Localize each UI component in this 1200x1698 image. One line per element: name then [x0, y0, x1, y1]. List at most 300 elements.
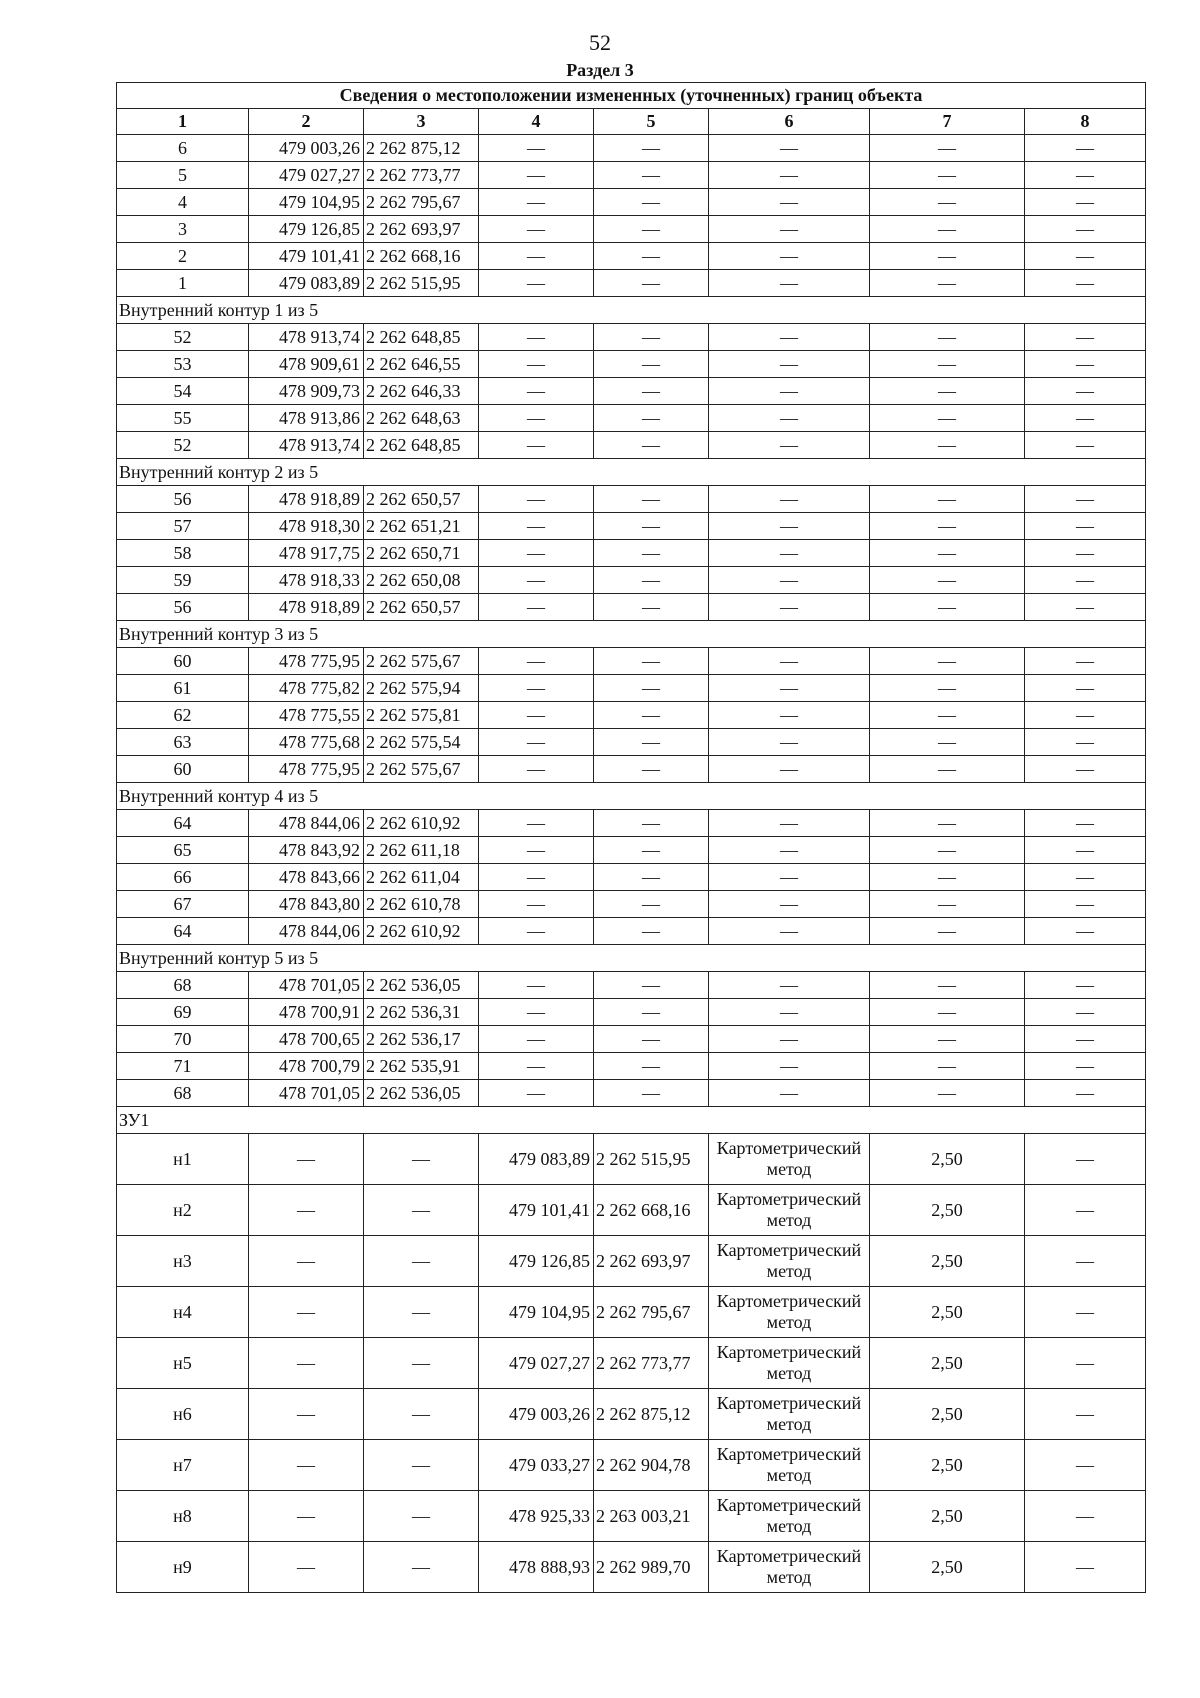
table-row — [117, 324, 1146, 351]
accuracy-cell: 2,50 — [870, 1185, 1025, 1236]
empty-dash-cell: — — [364, 1542, 479, 1593]
accuracy-cell: 2,50 — [870, 1134, 1025, 1185]
empty-dash-cell: — — [709, 594, 870, 621]
empty-dash-cell: — — [1025, 243, 1146, 270]
accuracy-cell: 2,50 — [870, 1338, 1025, 1389]
column-number: 2 — [249, 109, 364, 135]
empty-dash-cell: — — [1025, 891, 1146, 918]
table-row — [117, 675, 1146, 702]
empty-dash-cell: — — [594, 567, 709, 594]
empty-dash-cell: — — [364, 1185, 479, 1236]
coord-x-existing: 478 843,66 — [249, 864, 364, 891]
empty-dash-cell: — — [1025, 1026, 1146, 1053]
coord-y-existing: 2 262 575,81 — [364, 702, 479, 729]
empty-dash-cell: — — [709, 972, 870, 999]
empty-dash-cell: — — [709, 513, 870, 540]
parcel-label: ЗУ1 — [117, 1107, 1146, 1134]
table-row — [117, 189, 1146, 216]
empty-dash-cell: — — [479, 1053, 594, 1080]
coord-y-existing: 2 262 611,18 — [364, 837, 479, 864]
empty-dash-cell: — — [1025, 270, 1146, 297]
empty-dash-cell: — — [249, 1338, 364, 1389]
empty-dash-cell: — — [364, 1491, 479, 1542]
empty-dash-cell: — — [1025, 135, 1146, 162]
empty-dash-cell: — — [594, 135, 709, 162]
empty-dash-cell: — — [870, 189, 1025, 216]
coord-y-existing: 2 262 650,71 — [364, 540, 479, 567]
point-number: 6 — [117, 135, 249, 162]
coord-x-existing: 478 775,82 — [249, 675, 364, 702]
accuracy-cell: 2,50 — [870, 1287, 1025, 1338]
point-number: 57 — [117, 513, 249, 540]
empty-dash-cell: — — [594, 675, 709, 702]
table-row — [117, 1287, 1146, 1338]
empty-dash-cell: — — [479, 891, 594, 918]
empty-dash-cell: — — [1025, 729, 1146, 756]
coord-y-existing: 2 262 575,94 — [364, 675, 479, 702]
empty-dash-cell: — — [1025, 1389, 1146, 1440]
empty-dash-cell: — — [709, 1080, 870, 1107]
table-row — [117, 972, 1146, 999]
coord-y-existing: 2 262 650,57 — [364, 486, 479, 513]
table-row — [117, 1389, 1146, 1440]
empty-dash-cell: — — [594, 405, 709, 432]
empty-dash-cell: — — [709, 999, 870, 1026]
table-row — [117, 999, 1146, 1026]
empty-dash-cell: — — [594, 1026, 709, 1053]
empty-dash-cell: — — [479, 216, 594, 243]
table-row — [117, 1053, 1146, 1080]
empty-dash-cell: — — [1025, 378, 1146, 405]
coord-x-existing: 478 918,33 — [249, 567, 364, 594]
coord-x-existing: 478 701,05 — [249, 972, 364, 999]
table-row — [117, 837, 1146, 864]
empty-dash-cell: — — [364, 1338, 479, 1389]
empty-dash-cell: — — [479, 405, 594, 432]
point-number: 68 — [117, 972, 249, 999]
coord-x-existing: 478 775,55 — [249, 702, 364, 729]
column-number: 5 — [594, 109, 709, 135]
point-number: 64 — [117, 918, 249, 945]
method-cell: Картометрический метод — [709, 1287, 870, 1338]
empty-dash-cell: — — [364, 1236, 479, 1287]
empty-dash-cell: — — [479, 972, 594, 999]
coord-x-existing: 478 918,89 — [249, 486, 364, 513]
coord-x-existing: 478 700,65 — [249, 1026, 364, 1053]
coord-x-existing: 478 917,75 — [249, 540, 364, 567]
point-number: н6 — [117, 1389, 249, 1440]
point-number: 67 — [117, 891, 249, 918]
empty-dash-cell: — — [479, 162, 594, 189]
empty-dash-cell: — — [709, 891, 870, 918]
empty-dash-cell: — — [1025, 513, 1146, 540]
point-number: 59 — [117, 567, 249, 594]
empty-dash-cell: — — [1025, 1185, 1146, 1236]
table-row — [117, 1026, 1146, 1053]
empty-dash-cell: — — [479, 675, 594, 702]
contour-label: Внутренний контур 5 из 5 — [117, 945, 1146, 972]
coord-y-existing: 2 262 668,16 — [364, 243, 479, 270]
empty-dash-cell: — — [1025, 1542, 1146, 1593]
parcel-label-row — [117, 1107, 1146, 1134]
empty-dash-cell: — — [1025, 324, 1146, 351]
coord-x-existing: 479 104,95 — [249, 189, 364, 216]
coord-y-existing: 2 262 610,78 — [364, 891, 479, 918]
empty-dash-cell: — — [594, 324, 709, 351]
empty-dash-cell: — — [594, 918, 709, 945]
empty-dash-cell: — — [249, 1134, 364, 1185]
empty-dash-cell: — — [709, 270, 870, 297]
table-row — [117, 648, 1146, 675]
point-number: 52 — [117, 324, 249, 351]
empty-dash-cell: — — [709, 324, 870, 351]
empty-dash-cell: — — [249, 1440, 364, 1491]
coord-y-new: 2 262 515,95 — [594, 1134, 709, 1185]
empty-dash-cell: — — [594, 648, 709, 675]
empty-dash-cell: — — [709, 1026, 870, 1053]
empty-dash-cell: — — [594, 243, 709, 270]
accuracy-cell: 2,50 — [870, 1389, 1025, 1440]
contour-label-row — [117, 783, 1146, 810]
empty-dash-cell: — — [479, 864, 594, 891]
column-number: 6 — [709, 109, 870, 135]
empty-dash-cell: — — [1025, 1236, 1146, 1287]
empty-dash-cell: — — [594, 270, 709, 297]
table-caption: Сведения о местоположении измененных (уточненных) границ объекта — [117, 83, 1146, 109]
point-number: н1 — [117, 1134, 249, 1185]
empty-dash-cell: — — [1025, 189, 1146, 216]
method-cell: Картометрический метод — [709, 1134, 870, 1185]
coord-x-existing: 479 126,85 — [249, 216, 364, 243]
table-row — [117, 594, 1146, 621]
table-row — [117, 1134, 1146, 1185]
empty-dash-cell: — — [870, 243, 1025, 270]
contour-label: Внутренний контур 2 из 5 — [117, 459, 1146, 486]
table-row — [117, 378, 1146, 405]
empty-dash-cell: — — [594, 162, 709, 189]
coord-y-existing: 2 262 650,57 — [364, 594, 479, 621]
empty-dash-cell: — — [479, 594, 594, 621]
column-number: 3 — [364, 109, 479, 135]
empty-dash-cell: — — [870, 135, 1025, 162]
empty-dash-cell: — — [870, 513, 1025, 540]
empty-dash-cell: — — [249, 1491, 364, 1542]
coord-y-existing: 2 262 536,31 — [364, 999, 479, 1026]
point-number: 71 — [117, 1053, 249, 1080]
empty-dash-cell: — — [870, 324, 1025, 351]
coord-y-existing: 2 262 575,54 — [364, 729, 479, 756]
empty-dash-cell: — — [870, 540, 1025, 567]
empty-dash-cell: — — [479, 1026, 594, 1053]
point-number: 69 — [117, 999, 249, 1026]
empty-dash-cell: — — [594, 891, 709, 918]
empty-dash-cell: — — [870, 351, 1025, 378]
point-number: 1 — [117, 270, 249, 297]
point-number: н8 — [117, 1491, 249, 1542]
point-number: 70 — [117, 1026, 249, 1053]
method-cell: Картометрический метод — [709, 1542, 870, 1593]
coord-y-new: 2 262 875,12 — [594, 1389, 709, 1440]
empty-dash-cell: — — [709, 837, 870, 864]
table-row — [117, 216, 1146, 243]
empty-dash-cell: — — [1025, 1287, 1146, 1338]
empty-dash-cell: — — [709, 702, 870, 729]
table-row — [117, 1185, 1146, 1236]
empty-dash-cell: — — [479, 270, 594, 297]
table-row — [117, 729, 1146, 756]
empty-dash-cell: — — [479, 918, 594, 945]
point-number: 3 — [117, 216, 249, 243]
coord-x-new: 479 126,85 — [479, 1236, 594, 1287]
table-row — [117, 243, 1146, 270]
coord-x-existing: 478 913,74 — [249, 324, 364, 351]
empty-dash-cell: — — [479, 1080, 594, 1107]
empty-dash-cell: — — [870, 810, 1025, 837]
coord-x-existing: 478 775,95 — [249, 648, 364, 675]
empty-dash-cell: — — [594, 594, 709, 621]
empty-dash-cell: — — [1025, 756, 1146, 783]
table-row — [117, 1542, 1146, 1593]
empty-dash-cell: — — [1025, 918, 1146, 945]
coord-y-existing: 2 262 773,77 — [364, 162, 479, 189]
empty-dash-cell: — — [1025, 432, 1146, 459]
empty-dash-cell: — — [594, 810, 709, 837]
contour-label: Внутренний контур 3 из 5 — [117, 621, 1146, 648]
empty-dash-cell: — — [594, 999, 709, 1026]
empty-dash-cell: — — [1025, 540, 1146, 567]
boundary-table-container — [116, 82, 1146, 1593]
empty-dash-cell: — — [1025, 351, 1146, 378]
column-number: 1 — [117, 109, 249, 135]
empty-dash-cell: — — [870, 891, 1025, 918]
empty-dash-cell: — — [1025, 594, 1146, 621]
coord-x-existing: 478 844,06 — [249, 810, 364, 837]
table-row — [117, 756, 1146, 783]
empty-dash-cell: — — [870, 837, 1025, 864]
coord-y-existing: 2 262 611,04 — [364, 864, 479, 891]
coord-x-new: 479 003,26 — [479, 1389, 594, 1440]
empty-dash-cell: — — [479, 540, 594, 567]
point-number: 4 — [117, 189, 249, 216]
contour-label-row — [117, 297, 1146, 324]
table-row — [117, 891, 1146, 918]
coord-y-existing: 2 262 646,55 — [364, 351, 479, 378]
empty-dash-cell: — — [870, 1053, 1025, 1080]
point-number: 63 — [117, 729, 249, 756]
empty-dash-cell: — — [870, 675, 1025, 702]
coord-x-existing: 478 909,61 — [249, 351, 364, 378]
point-number: 54 — [117, 378, 249, 405]
empty-dash-cell: — — [1025, 972, 1146, 999]
coord-x-existing: 478 775,68 — [249, 729, 364, 756]
contour-label: Внутренний контур 1 из 5 — [117, 297, 1146, 324]
empty-dash-cell: — — [709, 756, 870, 783]
table-row — [117, 405, 1146, 432]
table-row — [117, 351, 1146, 378]
table-row — [117, 810, 1146, 837]
point-number: 5 — [117, 162, 249, 189]
empty-dash-cell: — — [1025, 405, 1146, 432]
empty-dash-cell: — — [479, 351, 594, 378]
empty-dash-cell: — — [870, 594, 1025, 621]
coord-y-existing: 2 262 875,12 — [364, 135, 479, 162]
empty-dash-cell: — — [479, 810, 594, 837]
coord-y-existing: 2 262 536,05 — [364, 972, 479, 999]
empty-dash-cell: — — [709, 135, 870, 162]
empty-dash-cell: — — [709, 1053, 870, 1080]
point-number: 53 — [117, 351, 249, 378]
empty-dash-cell: — — [479, 324, 594, 351]
coord-y-existing: 2 262 646,33 — [364, 378, 479, 405]
empty-dash-cell: — — [870, 1080, 1025, 1107]
empty-dash-cell: — — [1025, 1491, 1146, 1542]
point-number: 56 — [117, 486, 249, 513]
coord-y-new: 2 262 795,67 — [594, 1287, 709, 1338]
coord-y-existing: 2 262 575,67 — [364, 756, 479, 783]
coord-x-existing: 479 003,26 — [249, 135, 364, 162]
empty-dash-cell: — — [479, 729, 594, 756]
contour-label: Внутренний контур 4 из 5 — [117, 783, 1146, 810]
table-row — [117, 1338, 1146, 1389]
empty-dash-cell: — — [479, 243, 594, 270]
coord-x-new: 479 083,89 — [479, 1134, 594, 1185]
empty-dash-cell: — — [594, 540, 709, 567]
empty-dash-cell: — — [709, 810, 870, 837]
empty-dash-cell: — — [479, 378, 594, 405]
empty-dash-cell: — — [870, 1026, 1025, 1053]
empty-dash-cell: — — [594, 972, 709, 999]
coord-y-new: 2 262 693,97 — [594, 1236, 709, 1287]
empty-dash-cell: — — [870, 432, 1025, 459]
point-number: 2 — [117, 243, 249, 270]
coord-y-new: 2 262 989,70 — [594, 1542, 709, 1593]
column-number-row — [117, 109, 1146, 135]
coord-x-existing: 478 918,30 — [249, 513, 364, 540]
empty-dash-cell: — — [1025, 1440, 1146, 1491]
coord-x-existing: 478 700,79 — [249, 1053, 364, 1080]
point-number: 55 — [117, 405, 249, 432]
empty-dash-cell: — — [479, 702, 594, 729]
empty-dash-cell: — — [870, 486, 1025, 513]
method-cell: Картометрический метод — [709, 1491, 870, 1542]
empty-dash-cell: — — [594, 432, 709, 459]
coord-y-new: 2 263 003,21 — [594, 1491, 709, 1542]
point-number: 68 — [117, 1080, 249, 1107]
empty-dash-cell: — — [709, 162, 870, 189]
empty-dash-cell: — — [249, 1389, 364, 1440]
empty-dash-cell: — — [364, 1134, 479, 1185]
contour-label-row — [117, 459, 1146, 486]
empty-dash-cell: — — [594, 486, 709, 513]
contour-label-row — [117, 945, 1146, 972]
accuracy-cell: 2,50 — [870, 1440, 1025, 1491]
empty-dash-cell: — — [594, 1080, 709, 1107]
empty-dash-cell: — — [870, 972, 1025, 999]
table-row — [117, 1236, 1146, 1287]
empty-dash-cell: — — [709, 675, 870, 702]
coord-x-existing: 479 083,89 — [249, 270, 364, 297]
coord-y-existing: 2 262 795,67 — [364, 189, 479, 216]
empty-dash-cell: — — [594, 756, 709, 783]
empty-dash-cell: — — [479, 135, 594, 162]
empty-dash-cell: — — [709, 189, 870, 216]
coord-x-existing: 478 913,86 — [249, 405, 364, 432]
table-row — [117, 918, 1146, 945]
point-number: 65 — [117, 837, 249, 864]
empty-dash-cell: — — [1025, 162, 1146, 189]
coord-x-new: 479 033,27 — [479, 1440, 594, 1491]
empty-dash-cell: — — [594, 216, 709, 243]
accuracy-cell: 2,50 — [870, 1236, 1025, 1287]
column-number: 8 — [1025, 109, 1146, 135]
empty-dash-cell: — — [1025, 864, 1146, 891]
empty-dash-cell: — — [709, 540, 870, 567]
empty-dash-cell: — — [709, 378, 870, 405]
empty-dash-cell: — — [870, 756, 1025, 783]
coord-y-existing: 2 262 515,95 — [364, 270, 479, 297]
empty-dash-cell: — — [594, 729, 709, 756]
coord-y-existing: 2 262 693,97 — [364, 216, 479, 243]
table-row — [117, 162, 1146, 189]
empty-dash-cell: — — [870, 270, 1025, 297]
empty-dash-cell: — — [870, 702, 1025, 729]
point-number: 56 — [117, 594, 249, 621]
empty-dash-cell: — — [594, 378, 709, 405]
method-cell: Картометрический метод — [709, 1389, 870, 1440]
coord-x-existing: 478 909,73 — [249, 378, 364, 405]
empty-dash-cell: — — [479, 189, 594, 216]
coord-y-existing: 2 262 610,92 — [364, 810, 479, 837]
empty-dash-cell: — — [1025, 1338, 1146, 1389]
empty-dash-cell: — — [870, 999, 1025, 1026]
coord-y-existing: 2 262 650,08 — [364, 567, 479, 594]
coord-y-existing: 2 262 535,91 — [364, 1053, 479, 1080]
empty-dash-cell: — — [364, 1287, 479, 1338]
empty-dash-cell: — — [249, 1287, 364, 1338]
coord-y-existing: 2 262 648,85 — [364, 432, 479, 459]
empty-dash-cell: — — [1025, 1134, 1146, 1185]
coord-x-existing: 478 700,91 — [249, 999, 364, 1026]
table-row — [117, 486, 1146, 513]
point-number: н5 — [117, 1338, 249, 1389]
empty-dash-cell: — — [249, 1542, 364, 1593]
coord-x-existing: 478 913,74 — [249, 432, 364, 459]
empty-dash-cell: — — [479, 837, 594, 864]
empty-dash-cell: — — [479, 432, 594, 459]
page-number: 52 — [589, 30, 611, 55]
empty-dash-cell: — — [1025, 810, 1146, 837]
coord-y-new: 2 262 773,77 — [594, 1338, 709, 1389]
empty-dash-cell: — — [479, 513, 594, 540]
empty-dash-cell: — — [870, 648, 1025, 675]
table-row — [117, 864, 1146, 891]
empty-dash-cell: — — [594, 702, 709, 729]
column-number: 7 — [870, 109, 1025, 135]
empty-dash-cell: — — [870, 162, 1025, 189]
coord-x-new: 478 888,93 — [479, 1542, 594, 1593]
empty-dash-cell: — — [594, 351, 709, 378]
point-number: 60 — [117, 756, 249, 783]
empty-dash-cell: — — [594, 1053, 709, 1080]
point-number: н4 — [117, 1287, 249, 1338]
empty-dash-cell: — — [709, 243, 870, 270]
coord-x-new: 479 027,27 — [479, 1338, 594, 1389]
coord-x-existing: 478 775,95 — [249, 756, 364, 783]
coord-x-existing: 478 844,06 — [249, 918, 364, 945]
empty-dash-cell: — — [594, 513, 709, 540]
empty-dash-cell: — — [709, 432, 870, 459]
empty-dash-cell: — — [479, 486, 594, 513]
